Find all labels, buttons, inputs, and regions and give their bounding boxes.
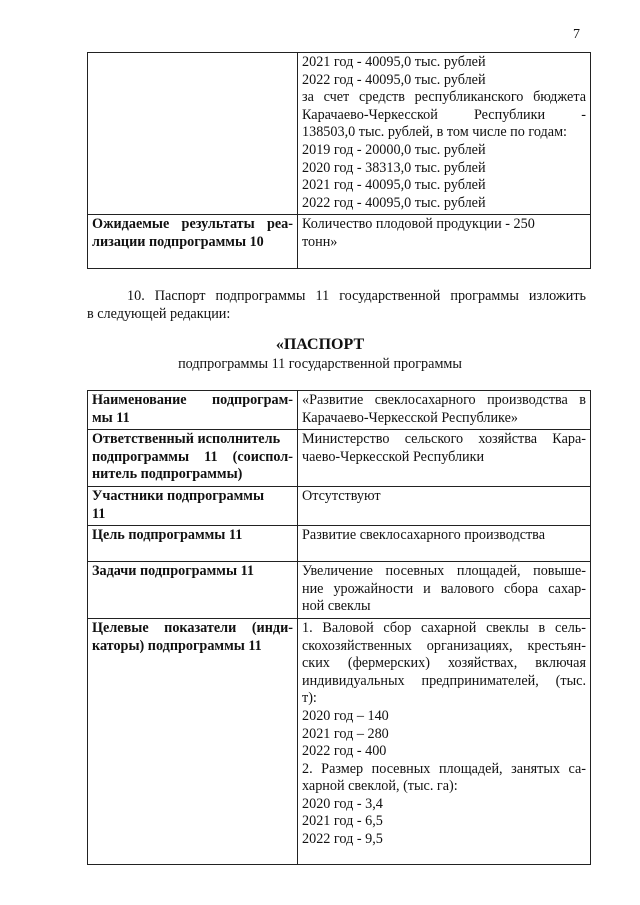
tasks-label: Задачи подпрограммы 11 [88,562,298,619]
table-row [88,562,591,619]
paragraph-line: 10. Паспорт подпрограммы 11 государственной программы изложить [127,288,586,304]
funding-line: Карачаево-Черкесской Республики - [302,106,586,123]
table-row [88,430,591,487]
participants-label: Участники подпрограммы 11 [88,486,298,525]
expected-results-label: Ожидаемые результаты реа- лизации подпрограммы 10 [88,215,298,269]
funding-line: 2021 год - 40095,0 тыс. рублей [302,54,486,70]
table-row [88,486,591,525]
responsible-label: Ответственный исполнитель подпрограммы 11 (соиспол- нитель подпрограммы) [88,430,298,487]
funding-line: 138503,0 тыс. рублей, в том числе по годам: [302,124,567,141]
table-row [88,391,591,430]
table-row [88,215,591,269]
name-label: Наименование подпрограм- мы 11 [88,391,298,430]
table-row [88,53,591,215]
goal-label: Цель подпрограммы 11 [88,526,298,562]
funding-table [87,52,591,269]
indicators-value: 1. Валовой сбор сахарной свеклы в сель- скохозяйственных организациях, крестьян- ских (фермерских) хозяйствах, включая индивидуальных предпринимателей, (тыс. т): 2020 год – 140 2021 год – 280 2022 год - 400 2. Размер посевных площадей, занятых са- харной свеклой, (тыс. га): 2020 год - 3,4 2021 год - 6,5 2022 год - 9,5 [298,618,591,864]
funding-line: 2022 год - 40095,0 тыс. рублей [302,71,486,88]
funding-line: за счет средств республиканского бюджета [302,89,586,106]
table-row [88,526,591,562]
table-row [88,618,591,864]
passport-subtitle: подпрограммы 11 государственной программы [178,356,462,372]
goal-value: Развитие свеклосахарного производства [298,526,591,562]
responsible-value: Министерство сельского хозяйства Кара- чаево-Черкесской Республики [298,430,591,487]
funding-line: 2019 год - 20000,0 тыс. рублей [302,141,486,158]
paragraph [87,287,586,323]
funding-line: 2022 год - 40095,0 тыс. рублей [302,194,486,211]
funding-line: 2020 год - 38313,0 тыс. рублей [302,159,486,176]
paragraph-line: в следующей редакции: [87,306,231,322]
passport-table [87,390,591,865]
name-value: «Развитие свеклосахарного производства в Карачаево-Черкесской Республике» [298,391,591,430]
funding-line: 2021 год - 40095,0 тыс. рублей [302,177,486,194]
expected-results-value: Количество плодовой продукции - 250 тонн» [298,215,591,269]
participants-value: Отсутствуют [298,486,591,525]
funding-cell [298,53,591,215]
indicators-label: Целевые показатели (инди- каторы) подпрограммы 11 [88,618,298,864]
tasks-value: Увеличение посевных площадей, повыше- ние урожайности и валового сбора сахар- ной свеклы [298,562,591,619]
label-cell-empty [88,53,298,215]
page-number: 7 [573,27,580,42]
passport-title: «ПАСПОРТ [275,336,365,353]
